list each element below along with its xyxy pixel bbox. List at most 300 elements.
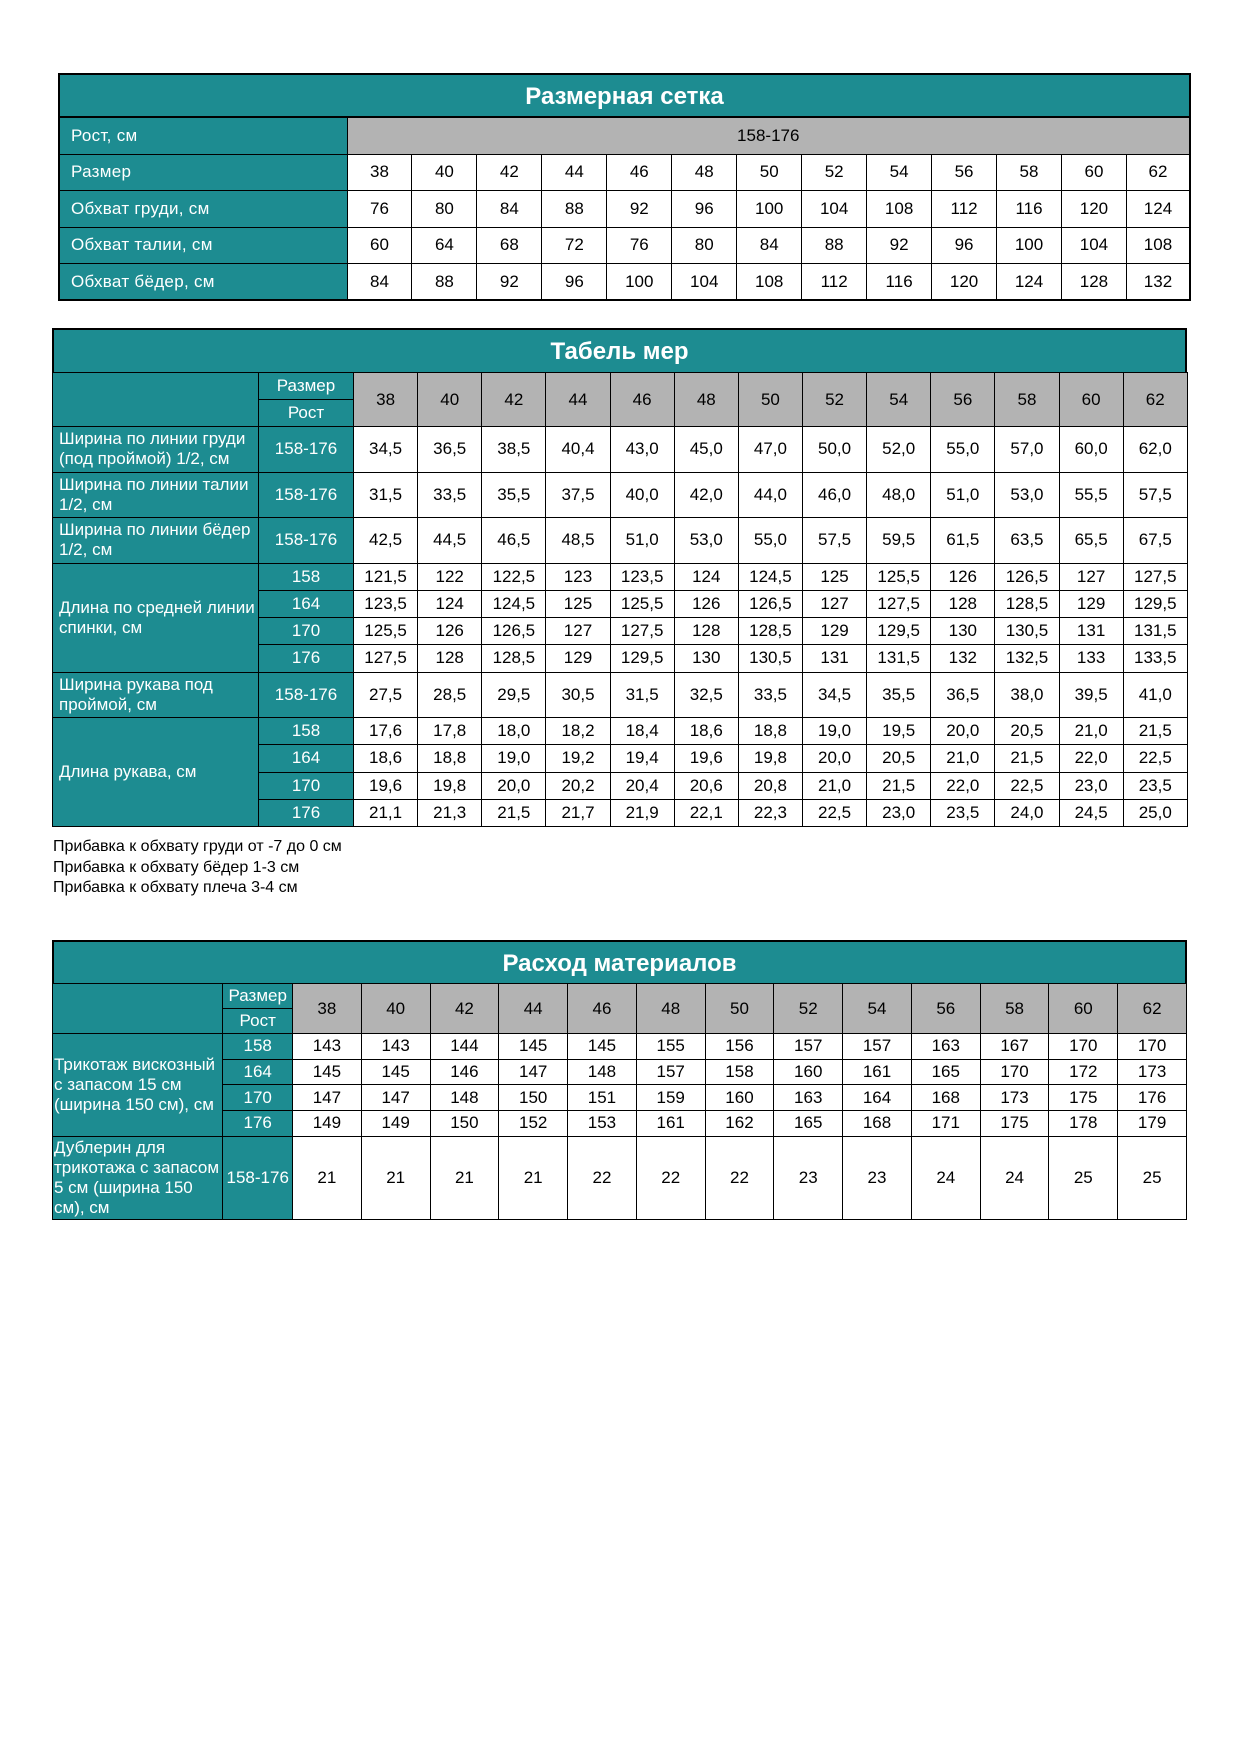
table-cell: 21,3 bbox=[418, 799, 482, 826]
table-cell: 165 bbox=[774, 1111, 843, 1137]
table-cell: 80 bbox=[672, 227, 737, 264]
size-header: 40 bbox=[361, 984, 430, 1034]
table-cell: 88 bbox=[412, 264, 477, 301]
table-cell: 67,5 bbox=[1123, 518, 1187, 564]
size-header: 42 bbox=[430, 984, 499, 1034]
table-cell: 100 bbox=[607, 264, 672, 301]
size-header: 46 bbox=[610, 373, 674, 427]
materials-table bbox=[52, 983, 1187, 1220]
table-cell: 100 bbox=[737, 191, 802, 228]
table-cell: 51,0 bbox=[931, 472, 995, 518]
table-cell: 124,5 bbox=[738, 563, 802, 590]
size-header: 50 bbox=[738, 373, 802, 427]
size-label: Размер bbox=[223, 984, 293, 1009]
table-cell: 38,0 bbox=[995, 672, 1059, 718]
size-header: 58 bbox=[995, 373, 1059, 427]
row-label: Ширина рукава под проймой, см bbox=[53, 672, 259, 718]
table-cell: 108 bbox=[1126, 227, 1190, 264]
table-cell: 31,5 bbox=[610, 672, 674, 718]
table-cell: 54 bbox=[867, 154, 932, 191]
table-row bbox=[53, 672, 1188, 718]
table-cell: 76 bbox=[347, 191, 412, 228]
table-cell: 37,5 bbox=[546, 472, 610, 518]
size-header: 62 bbox=[1123, 373, 1187, 427]
table-cell: 129,5 bbox=[610, 645, 674, 672]
table-cell: 84 bbox=[737, 227, 802, 264]
table-cell: 19,6 bbox=[674, 745, 738, 772]
table-cell: 55,0 bbox=[738, 518, 802, 564]
table-cell: 170 bbox=[1049, 1034, 1118, 1060]
table-cell: 164 bbox=[843, 1085, 912, 1111]
table-cell: 125,5 bbox=[610, 590, 674, 617]
table-cell: 158 bbox=[705, 1059, 774, 1085]
header-row bbox=[53, 984, 1187, 1009]
table-cell: 21,5 bbox=[1123, 718, 1187, 745]
table-cell: 21,5 bbox=[995, 745, 1059, 772]
table-cell: 127,5 bbox=[354, 645, 418, 672]
height-cell: 158-176 bbox=[259, 427, 354, 473]
table-cell: 132 bbox=[931, 645, 995, 672]
table-cell: 96 bbox=[542, 264, 607, 301]
table-row bbox=[59, 227, 1190, 264]
height-cell: 158-176 bbox=[259, 672, 354, 718]
header-row bbox=[53, 373, 1188, 400]
table-cell: 18,6 bbox=[354, 745, 418, 772]
table-cell: 43,0 bbox=[610, 427, 674, 473]
table-cell: 129 bbox=[1059, 590, 1123, 617]
table-cell: 178 bbox=[1049, 1111, 1118, 1137]
table-cell: 31,5 bbox=[354, 472, 418, 518]
table-cell: 145 bbox=[361, 1059, 430, 1085]
table-cell: 23 bbox=[774, 1136, 843, 1219]
table-cell: 128 bbox=[1061, 264, 1126, 301]
table-cell: 20,0 bbox=[482, 772, 546, 799]
table-cell: 84 bbox=[477, 191, 542, 228]
table-cell: 145 bbox=[568, 1034, 637, 1060]
table-cell: 112 bbox=[932, 191, 997, 228]
table-cell: 176 bbox=[1118, 1085, 1187, 1111]
table-cell: 76 bbox=[607, 227, 672, 264]
table-cell: 19,5 bbox=[867, 718, 931, 745]
table-cell: 124 bbox=[997, 264, 1062, 301]
table-cell: 18,8 bbox=[738, 718, 802, 745]
table-cell: 20,0 bbox=[802, 745, 866, 772]
table-cell: 53,0 bbox=[995, 472, 1059, 518]
table-cell: 57,0 bbox=[995, 427, 1059, 473]
table-cell: 22,5 bbox=[1123, 745, 1187, 772]
table-cell: 88 bbox=[802, 227, 867, 264]
table-cell: 163 bbox=[911, 1034, 980, 1060]
table-cell: 100 bbox=[997, 227, 1062, 264]
table-cell: 130,5 bbox=[738, 645, 802, 672]
size-grid-block bbox=[58, 73, 1191, 301]
size-header: 50 bbox=[705, 984, 774, 1034]
table-cell: 108 bbox=[867, 191, 932, 228]
table-cell: 22 bbox=[636, 1136, 705, 1219]
corner-cell bbox=[53, 373, 259, 427]
table-cell: 20,5 bbox=[867, 745, 931, 772]
table-cell: 129,5 bbox=[867, 618, 931, 645]
table-cell: 22,5 bbox=[802, 799, 866, 826]
height-cell: 158-176 bbox=[259, 518, 354, 564]
table-row bbox=[53, 1034, 1187, 1060]
table-cell: 46,0 bbox=[802, 472, 866, 518]
table-cell: 104 bbox=[672, 264, 737, 301]
height-cell: 176 bbox=[259, 799, 354, 826]
size-header: 38 bbox=[293, 984, 362, 1034]
table-row bbox=[53, 563, 1188, 590]
table-cell: 40 bbox=[412, 154, 477, 191]
table-cell: 157 bbox=[636, 1059, 705, 1085]
height-row bbox=[59, 117, 1190, 154]
table-cell: 55,0 bbox=[931, 427, 995, 473]
table-cell: 30,5 bbox=[546, 672, 610, 718]
table-cell: 96 bbox=[932, 227, 997, 264]
table-cell: 155 bbox=[636, 1034, 705, 1060]
table-cell: 122 bbox=[418, 563, 482, 590]
table-row bbox=[53, 1136, 1187, 1219]
row-label: Ширина по линии бёдер 1/2, см bbox=[53, 518, 259, 564]
table-cell: 125,5 bbox=[867, 563, 931, 590]
table-cell: 18,4 bbox=[610, 718, 674, 745]
table-cell: 165 bbox=[911, 1059, 980, 1085]
table-cell: 128,5 bbox=[482, 645, 546, 672]
table-cell: 23,5 bbox=[931, 799, 995, 826]
table-cell: 123 bbox=[546, 563, 610, 590]
table-cell: 29,5 bbox=[482, 672, 546, 718]
table-cell: 21,0 bbox=[802, 772, 866, 799]
size-header: 56 bbox=[931, 373, 995, 427]
table-cell: 35,5 bbox=[867, 672, 931, 718]
height-cell: 164 bbox=[259, 590, 354, 617]
table-cell: 147 bbox=[293, 1085, 362, 1111]
table-cell: 62 bbox=[1126, 154, 1190, 191]
table-cell: 55,5 bbox=[1059, 472, 1123, 518]
table-cell: 44 bbox=[542, 154, 607, 191]
measurements-block bbox=[52, 328, 1187, 827]
table-cell: 68 bbox=[477, 227, 542, 264]
table-cell: 57,5 bbox=[802, 518, 866, 564]
table-cell: 38,5 bbox=[482, 427, 546, 473]
row-label: Обхват талии, см bbox=[59, 227, 347, 264]
table-cell: 128 bbox=[674, 618, 738, 645]
table-cell: 22 bbox=[568, 1136, 637, 1219]
size-header: 54 bbox=[843, 984, 912, 1034]
table-cell: 17,8 bbox=[418, 718, 482, 745]
table-cell: 131,5 bbox=[1123, 618, 1187, 645]
table-cell: 19,0 bbox=[802, 718, 866, 745]
table-cell: 104 bbox=[802, 191, 867, 228]
table-cell: 44,0 bbox=[738, 472, 802, 518]
table-cell: 57,5 bbox=[1123, 472, 1187, 518]
table-cell: 147 bbox=[361, 1085, 430, 1111]
table-cell: 133 bbox=[1059, 645, 1123, 672]
table-cell: 88 bbox=[542, 191, 607, 228]
table-cell: 153 bbox=[568, 1111, 637, 1137]
table-row bbox=[59, 154, 1190, 191]
table-cell: 24,0 bbox=[995, 799, 1059, 826]
table-cell: 64 bbox=[412, 227, 477, 264]
table-cell: 34,5 bbox=[354, 427, 418, 473]
table-cell: 167 bbox=[980, 1034, 1049, 1060]
size-grid-table bbox=[58, 116, 1191, 301]
height-cell: 158 bbox=[223, 1034, 293, 1060]
table-cell: 120 bbox=[932, 264, 997, 301]
table-cell: 52,0 bbox=[867, 427, 931, 473]
table-cell: 126 bbox=[674, 590, 738, 617]
table-cell: 161 bbox=[843, 1059, 912, 1085]
table-cell: 72 bbox=[542, 227, 607, 264]
table-cell: 25,0 bbox=[1123, 799, 1187, 826]
table-cell: 120 bbox=[1061, 191, 1126, 228]
table-cell: 42,0 bbox=[674, 472, 738, 518]
row-label: Длина рукава, см bbox=[53, 718, 259, 827]
height-cell: 164 bbox=[259, 745, 354, 772]
table-cell: 149 bbox=[361, 1111, 430, 1137]
height-cell: 170 bbox=[223, 1085, 293, 1111]
table-cell: 150 bbox=[430, 1111, 499, 1137]
table-cell: 108 bbox=[737, 264, 802, 301]
table-cell: 126,5 bbox=[995, 563, 1059, 590]
table-cell: 27,5 bbox=[354, 672, 418, 718]
row-label: Длина по средней линии спинки, см bbox=[53, 563, 259, 672]
table-cell: 124 bbox=[418, 590, 482, 617]
table-cell: 125 bbox=[802, 563, 866, 590]
table-cell: 24,5 bbox=[1059, 799, 1123, 826]
table-cell: 123,5 bbox=[610, 563, 674, 590]
table-cell: 62,0 bbox=[1123, 427, 1187, 473]
size-header: 48 bbox=[674, 373, 738, 427]
table-cell: 172 bbox=[1049, 1059, 1118, 1085]
row-label: Обхват груди, см bbox=[59, 191, 347, 228]
row-label: Размер bbox=[59, 154, 347, 191]
table-cell: 53,0 bbox=[674, 518, 738, 564]
table-cell: 131,5 bbox=[867, 645, 931, 672]
table-cell: 175 bbox=[980, 1111, 1049, 1137]
table-cell: 126 bbox=[931, 563, 995, 590]
table-cell: 128,5 bbox=[738, 618, 802, 645]
table-cell: 129 bbox=[802, 618, 866, 645]
row-label: Дублерин для трикотажа с запасом 5 см (ширина 150 см), см bbox=[53, 1136, 223, 1219]
table-cell: 21 bbox=[293, 1136, 362, 1219]
table-cell: 150 bbox=[499, 1085, 568, 1111]
height-value: 158-176 bbox=[347, 117, 1190, 154]
table-cell: 152 bbox=[499, 1111, 568, 1137]
table-cell: 65,5 bbox=[1059, 518, 1123, 564]
table-cell: 148 bbox=[568, 1059, 637, 1085]
table-cell: 38 bbox=[347, 154, 412, 191]
table-cell: 127,5 bbox=[610, 618, 674, 645]
table-cell: 123,5 bbox=[354, 590, 418, 617]
table-cell: 60,0 bbox=[1059, 427, 1123, 473]
table-cell: 42,5 bbox=[354, 518, 418, 564]
materials-title: Расход материалов bbox=[52, 940, 1187, 983]
measurements-title: Табель мер bbox=[52, 328, 1187, 372]
table-cell: 63,5 bbox=[995, 518, 1059, 564]
table-cell: 20,0 bbox=[931, 718, 995, 745]
table-cell: 19,4 bbox=[610, 745, 674, 772]
table-cell: 127,5 bbox=[867, 590, 931, 617]
table-cell: 42 bbox=[477, 154, 542, 191]
table-cell: 18,8 bbox=[418, 745, 482, 772]
table-cell: 21,5 bbox=[482, 799, 546, 826]
table-cell: 50 bbox=[737, 154, 802, 191]
table-cell: 160 bbox=[705, 1085, 774, 1111]
height-cell: 164 bbox=[223, 1059, 293, 1085]
table-cell: 159 bbox=[636, 1085, 705, 1111]
table-cell: 127 bbox=[546, 618, 610, 645]
table-cell: 21,0 bbox=[931, 745, 995, 772]
size-header: 62 bbox=[1118, 984, 1187, 1034]
table-cell: 128 bbox=[418, 645, 482, 672]
table-cell: 126,5 bbox=[738, 590, 802, 617]
table-cell: 124 bbox=[674, 563, 738, 590]
table-row bbox=[59, 264, 1190, 301]
size-header: 46 bbox=[568, 984, 637, 1034]
table-cell: 34,5 bbox=[802, 672, 866, 718]
table-cell: 22,0 bbox=[1059, 745, 1123, 772]
table-row bbox=[53, 518, 1188, 564]
table-cell: 148 bbox=[430, 1085, 499, 1111]
size-label: Размер bbox=[259, 373, 354, 400]
size-header: 44 bbox=[546, 373, 610, 427]
table-cell: 19,8 bbox=[418, 772, 482, 799]
table-cell: 17,6 bbox=[354, 718, 418, 745]
table-cell: 39,5 bbox=[1059, 672, 1123, 718]
height-cell: 158 bbox=[259, 563, 354, 590]
size-header: 52 bbox=[802, 373, 866, 427]
table-cell: 125 bbox=[546, 590, 610, 617]
table-cell: 46 bbox=[607, 154, 672, 191]
table-cell: 124 bbox=[1126, 191, 1190, 228]
height-label: Рост bbox=[223, 1009, 293, 1034]
table-cell: 22 bbox=[705, 1136, 774, 1219]
note-line: Прибавка к обхвату бёдер 1-3 см bbox=[53, 858, 300, 876]
table-cell: 130,5 bbox=[995, 618, 1059, 645]
table-cell: 21,7 bbox=[546, 799, 610, 826]
table-cell: 112 bbox=[802, 264, 867, 301]
table-row bbox=[53, 472, 1188, 518]
table-cell: 22,3 bbox=[738, 799, 802, 826]
table-cell: 127,5 bbox=[1123, 563, 1187, 590]
table-cell: 96 bbox=[672, 191, 737, 228]
row-label: Ширина по линии талии 1/2, см bbox=[53, 472, 259, 518]
table-cell: 21 bbox=[430, 1136, 499, 1219]
note-line: Прибавка к обхвату груди от -7 до 0 см bbox=[53, 838, 342, 855]
table-cell: 25 bbox=[1049, 1136, 1118, 1219]
table-cell: 18,6 bbox=[674, 718, 738, 745]
table-cell: 46,5 bbox=[482, 518, 546, 564]
table-cell: 22,1 bbox=[674, 799, 738, 826]
table-cell: 126,5 bbox=[482, 618, 546, 645]
table-cell: 22,5 bbox=[995, 772, 1059, 799]
table-cell: 52 bbox=[802, 154, 867, 191]
table-cell: 144 bbox=[430, 1034, 499, 1060]
row-label: Трикотаж вискозный с запасом 15 см (ширина 150 см), см bbox=[53, 1034, 223, 1137]
table-cell: 129,5 bbox=[1123, 590, 1187, 617]
table-cell: 92 bbox=[867, 227, 932, 264]
table-cell: 40,0 bbox=[610, 472, 674, 518]
table-row bbox=[53, 718, 1188, 745]
table-cell: 21,5 bbox=[867, 772, 931, 799]
height-cell: 158 bbox=[259, 718, 354, 745]
table-cell: 20,4 bbox=[610, 772, 674, 799]
table-cell: 40,4 bbox=[546, 427, 610, 473]
table-cell: 28,5 bbox=[418, 672, 482, 718]
table-cell: 124,5 bbox=[482, 590, 546, 617]
height-cell: 158-176 bbox=[223, 1136, 293, 1219]
row-label: Обхват бёдер, см bbox=[59, 264, 347, 301]
table-cell: 47,0 bbox=[738, 427, 802, 473]
table-cell: 23,0 bbox=[1059, 772, 1123, 799]
height-cell: 170 bbox=[259, 772, 354, 799]
table-cell: 23,0 bbox=[867, 799, 931, 826]
table-cell: 92 bbox=[607, 191, 672, 228]
size-grid-title: Размерная сетка bbox=[58, 73, 1191, 116]
table-cell: 147 bbox=[499, 1059, 568, 1085]
table-cell: 146 bbox=[430, 1059, 499, 1085]
table-cell: 33,5 bbox=[418, 472, 482, 518]
table-cell: 157 bbox=[774, 1034, 843, 1060]
table-cell: 132 bbox=[1126, 264, 1190, 301]
table-cell: 170 bbox=[1118, 1034, 1187, 1060]
table-cell: 125,5 bbox=[354, 618, 418, 645]
table-cell: 48,5 bbox=[546, 518, 610, 564]
height-cell: 176 bbox=[223, 1111, 293, 1137]
table-cell: 173 bbox=[1118, 1059, 1187, 1085]
table-cell: 20,8 bbox=[738, 772, 802, 799]
table-cell: 132,5 bbox=[995, 645, 1059, 672]
table-cell: 127 bbox=[1059, 563, 1123, 590]
size-header: 60 bbox=[1059, 373, 1123, 427]
size-header: 54 bbox=[867, 373, 931, 427]
size-header: 40 bbox=[418, 373, 482, 427]
height-cell: 176 bbox=[259, 645, 354, 672]
table-cell: 20,5 bbox=[995, 718, 1059, 745]
table-cell: 130 bbox=[931, 618, 995, 645]
table-cell: 128,5 bbox=[995, 590, 1059, 617]
table-cell: 18,2 bbox=[546, 718, 610, 745]
size-header: 52 bbox=[774, 984, 843, 1034]
table-cell: 160 bbox=[774, 1059, 843, 1085]
table-cell: 179 bbox=[1118, 1111, 1187, 1137]
table-cell: 45,0 bbox=[674, 427, 738, 473]
table-cell: 48 bbox=[672, 154, 737, 191]
size-header: 58 bbox=[980, 984, 1049, 1034]
table-cell: 21,9 bbox=[610, 799, 674, 826]
allowance-notes bbox=[53, 837, 342, 899]
table-cell: 149 bbox=[293, 1111, 362, 1137]
table-cell: 145 bbox=[293, 1059, 362, 1085]
table-cell: 143 bbox=[361, 1034, 430, 1060]
table-cell: 170 bbox=[980, 1059, 1049, 1085]
table-cell: 122,5 bbox=[482, 563, 546, 590]
table-cell: 156 bbox=[705, 1034, 774, 1060]
table-row bbox=[53, 427, 1188, 473]
table-cell: 84 bbox=[347, 264, 412, 301]
row-label: Ширина по линии груди (под проймой) 1/2, см bbox=[53, 427, 259, 473]
table-cell: 121,5 bbox=[354, 563, 418, 590]
table-row bbox=[53, 1111, 1187, 1137]
table-cell: 58 bbox=[997, 154, 1062, 191]
table-cell: 24 bbox=[980, 1136, 1049, 1219]
table-cell: 51,0 bbox=[610, 518, 674, 564]
size-header: 44 bbox=[499, 984, 568, 1034]
table-cell: 20,2 bbox=[546, 772, 610, 799]
table-cell: 19,0 bbox=[482, 745, 546, 772]
table-cell: 162 bbox=[705, 1111, 774, 1137]
table-row bbox=[53, 1059, 1187, 1085]
